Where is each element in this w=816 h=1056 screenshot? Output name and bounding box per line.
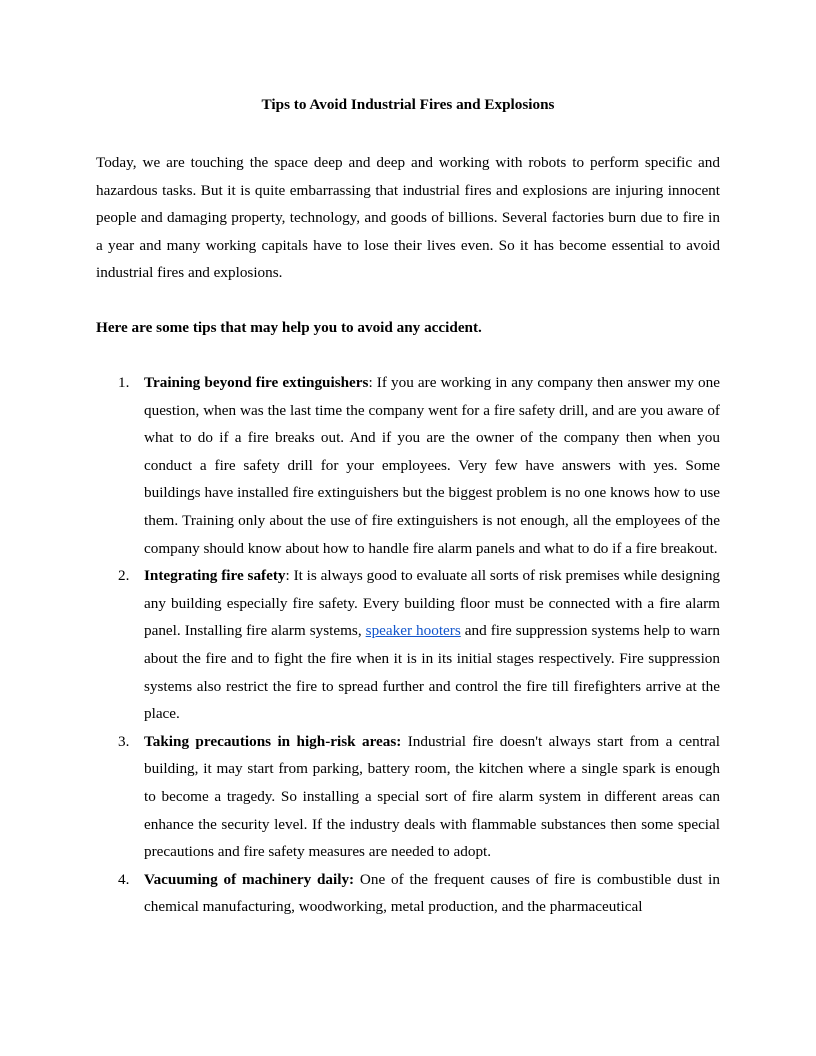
speaker-hooters-link[interactable]: speaker hooters bbox=[365, 622, 461, 640]
tip-title: Vacuuming of machinery daily: bbox=[144, 870, 355, 888]
tip-number: 1. bbox=[118, 374, 130, 391]
tip-number: 4. bbox=[118, 870, 130, 888]
tip-item bbox=[118, 728, 721, 866]
tip-number: 2. bbox=[118, 567, 130, 585]
tip-separator: : bbox=[285, 567, 294, 585]
tip-item bbox=[118, 369, 720, 562]
tip-title: Taking precautions in high-risk areas: bbox=[144, 732, 402, 750]
tip-text-before-link: It is always good to evaluate all sorts of risk premises while designing any building especially fire safety. Every building floor must be connected with a fire alarm panel. Installing fire alarm systems, bbox=[144, 567, 721, 640]
tip-text: One of the frequent causes of fire is combustible dust in chemical manufacturing, woodworking, metal production, and the pharmaceutical bbox=[144, 870, 720, 916]
tip-title: Integrating fire safety bbox=[144, 567, 286, 585]
tip-item bbox=[118, 562, 721, 728]
tips-list bbox=[0, 369, 816, 921]
tip-text-after-link: and fire suppression systems help to warn about the fire and to fight the fire when it is in its initial stages respectively. Fire suppression systems also restrict the fire to spread further and control the fire till firefighters arrive at the place. bbox=[144, 622, 720, 723]
tip-number: 3. bbox=[118, 732, 130, 750]
intro-paragraph: Today, we are touching the space deep and deep and working with robots to perform specific and hazardous tasks. But it is quite embarrassing that industrial fires and explosions are injuring innocent people and damaging property, technology, and goods of billions. Several factories burn due to fire in a year and many working capitals have to lose their lives even. So it has become essential to avoid industrial fires and explosions. bbox=[96, 154, 720, 282]
tip-item bbox=[118, 866, 720, 921]
tip-separator: : bbox=[368, 374, 377, 391]
tip-title: Training beyond fire extinguishers bbox=[144, 374, 369, 391]
tips-subheading: Here are some tips that may help you to avoid any accident. bbox=[96, 319, 482, 336]
tip-text: If you are working in any company then answer my one question, when was the last time the company went for a fire safety drill, and are you aware of what to do if a fire breaks out. And if you are the owner of the company then when you conduct a fire safety drill for your employees. Very few have answers with yes. Some buildings have installed fire extinguishers but the biggest problem is no one knows how to use them. Training only about the use of fire extinguishers is not enough, all the employees of the company should know about how to handle fire alarm panels and what to do if a fire breakout. bbox=[144, 374, 720, 557]
tip-text: Industrial fire doesn't always start from a central building, it may start from parking, battery room, the kitchen where a single spark is enough to become a tragedy. So installing a special sort of fire alarm system in different areas can enhance the security level. If the industry deals with flammable substances then some special precautions and fire safety measures are needed to adopt. bbox=[144, 732, 721, 861]
document-title: Tips to Avoid Industrial Fires and Explosions bbox=[261, 96, 555, 113]
